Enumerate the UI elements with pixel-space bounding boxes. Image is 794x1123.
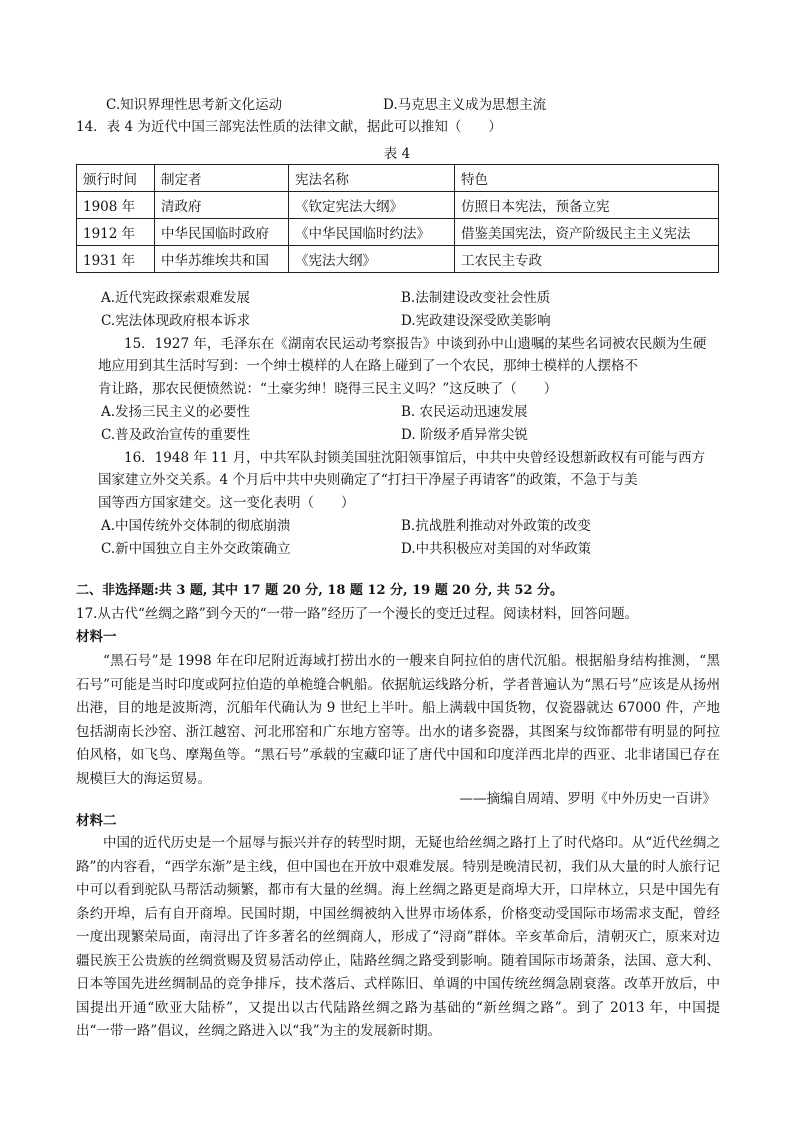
- constitution-table: [76, 164, 719, 273]
- table-header-cell: 颁行时间: [77, 165, 155, 192]
- q15-stem-line-2: 地应用到其生活时写到：一个绅士模样的人在路上碰到了一个农民，那绅士模样的人摆格不: [98, 358, 638, 374]
- table-cell: 1908 年: [77, 192, 155, 219]
- table-row: [77, 192, 719, 219]
- table-cell: 《钦定宪法大纲》: [289, 192, 455, 219]
- q16-option-a: A.中国传统外交体制的彻底崩溃: [101, 518, 291, 534]
- q16-option-d: D.中共积极应对美国的对华政策: [401, 541, 592, 557]
- q14-stem: 14．表 4 为近代中国三部宪法性质的法律文献，据此可以推知（ ）: [76, 119, 502, 135]
- table-header-cell: 特色: [455, 165, 719, 192]
- table-cell: 中华民国临时政府: [155, 219, 289, 246]
- material-1-text: “黑石号”是 1998 年在印尼附近海域打捞出水的一艘来自阿拉伯的唐代沉船。根据船身结构推测，“黑石号”可能是当时印度或阿拉伯造的单桅缝合帆船。依据航运线路分析，学者普遍认为“黑石号”应该是从扬州出港，目的地是波斯湾，沉船年代确认为 9 世纪上半叶。船上满载中国货物，仅瓷器就达 67000 件，产地包括湖南长沙窑、浙江越窑、河北邢窑和广东地方窑等。出水的诸多瓷器，其图案与纹饰都带有明显的阿拉伯风格，如飞鸟、摩羯鱼等。“黑石号”承载的宝藏印证了唐代中国和印度洋西北岸的西亚、北非诸国已存在规模巨大的海运贸易。: [76, 653, 720, 787]
- q13-option-c: C.知识界理性思考新文化运动: [106, 97, 283, 113]
- q14-option-c: C.宪法体现政府根本诉求: [101, 313, 251, 329]
- q14-option-a: A.近代宪政探索艰难发展: [101, 290, 251, 306]
- q17-stem: 17.从古代“丝绸之路”到今天的“一带一路”经历了一个漫长的变迁过程。阅读材料，回答问题。: [76, 606, 639, 622]
- q15-stem-line-3: 肯让路，那农民便愤然说：“土豪劣绅！晓得三民主义吗？”这反映了（ ）: [98, 381, 558, 397]
- q15-option-d: D. 阶级矛盾异常尖锐: [401, 427, 528, 443]
- table-cell: 1912 年: [77, 219, 155, 246]
- table-cell: 仿照日本宪法，预备立宪: [455, 192, 719, 219]
- material-2-label: 材料二: [76, 813, 117, 829]
- q13-option-d: D.马克思主义成为思想主流: [383, 97, 547, 113]
- material-1-label: 材料一: [76, 629, 117, 645]
- table-cell: 1931 年: [77, 246, 155, 273]
- table-cell: 《中华民国临时约法》: [289, 219, 455, 246]
- table-cell: 清政府: [155, 192, 289, 219]
- table-header-cell: 宪法名称: [289, 165, 455, 192]
- q16-option-b: B.抗战胜利推动对外政策的改变: [401, 518, 591, 534]
- table-row: [77, 246, 719, 273]
- q14-option-d: D.宪政建设深受欧美影响: [401, 313, 551, 329]
- q16-stem-line-3: 国等西方国家建交。这一变化表明（ ）: [98, 495, 355, 511]
- section-heading: 二、非选择题:共 3 题, 其中 17 题 20 分, 18 题 12 分, 19 题 20 分, 共 52 分。: [76, 583, 564, 598]
- table-header-cell: 制定者: [155, 165, 289, 192]
- q16-stem-line-2: 国家建立外交关系。4 个月后中共中央则确定了“打扫干净屋子再请客”的政策，不急于与美: [98, 472, 638, 488]
- table-cell: 中华苏维埃共和国: [155, 246, 289, 273]
- table-cell: 工农民主专政: [455, 246, 719, 273]
- q16-option-c: C.新中国独立自主外交政策确立: [101, 541, 291, 557]
- table-row: [77, 219, 719, 246]
- material-1-source: ——摘编自周靖、罗明《中外历史一百讲》: [459, 791, 716, 807]
- q15-option-a: A.发扬三民主义的必要性: [101, 404, 251, 420]
- q14-option-b: B.法制建设改变社会性质: [401, 290, 551, 306]
- table-cell: 《宪法大纲》: [289, 246, 455, 273]
- q15-option-b: B. 农民运动迅速发展: [401, 404, 528, 420]
- q16-stem-line-1: 16．1948 年 11 月，中共军队封锁美国驻沈阳领事馆后，中共中央曾经设想新政权有可能与西方: [124, 450, 706, 466]
- q15-option-c: C.普及政治宣传的重要性: [101, 427, 251, 443]
- material-2-text: 中国的近代历史是一个屈辱与振兴并存的转型时期，无疑也给丝绸之路打上了时代烙印。从“近代丝绸之路”的内容看，“西学东渐”是主线，但中国也在开放中艰难发展。特别是晚清民初，我们从大量的时人旅行记中可以看到驼队马帮活动频繁，都市有大量的丝绸。海上丝绸之路更是商埠大开，口岸林立，只是中国先有条约开埠，后有自开商埠。民国时期，中国丝绸被纳入世界市场体系，价格变动受国际市场需求支配，曾经一度出现繁荣局面，南浔出了许多著名的丝绸商人，形成了“浔商”群体。辛亥革命后，清朝灭亡，原来对边疆民族王公贵族的丝绸赏赐及贸易活动停止，陆路丝绸之路受到影响。随着国际市场萧条，法国、意大利、日本等国先进丝绸制品的竞争排斥，技术落后、式样陈旧、单调的中国传统丝绸急剧衰落。改革开放后，中国提出开通“欧亚大陆桥”，又提出以古代陆路丝绸之路为基础的“新丝绸之路”。到了 2013 年，中国提出“一带一路”倡议，丝绸之路进入以“我”为主的发展新时期。: [76, 835, 720, 1039]
- table-caption: 表 4: [383, 146, 411, 162]
- table-cell: 借鉴美国宪法，资产阶级民主主义宪法: [455, 219, 719, 246]
- q15-stem-line-1: 15．1927 年，毛泽东在《湖南农民运动考察报告》中谈到孙中山遗嘱的某些名词被农民颇为生硬: [124, 336, 707, 352]
- table-header-row: [77, 165, 719, 192]
